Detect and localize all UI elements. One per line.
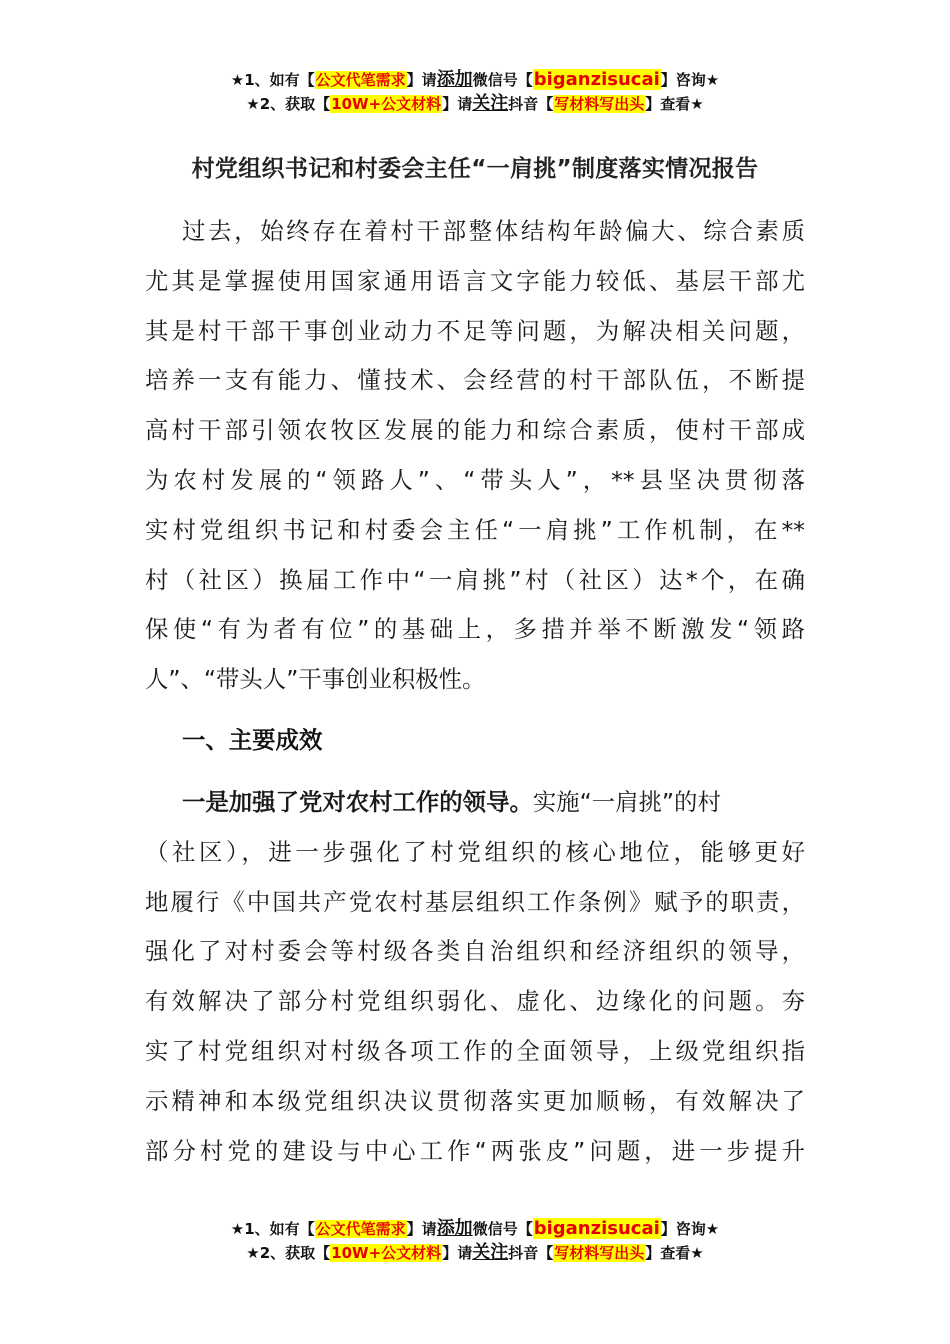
text-line: 培养一支有能力、懂技术、会经营的村干部队伍，不断提: [145, 366, 805, 395]
promo-text: ★1、如有【: [230, 1220, 315, 1238]
promo-text: 】请: [406, 71, 437, 89]
text-line: 人”、“带头人”干事创业积极性。: [145, 665, 486, 694]
text-line: （社区），进一步强化了村党组织的核心地位，能够更好: [145, 837, 805, 866]
promo-highlight: 公文代笔需求: [315, 71, 406, 89]
promo-highlight: 10W+公文材料: [331, 95, 442, 113]
text-line: 高村干部引领农牧区发展的能力和综合素质，使村干部成: [145, 416, 805, 445]
promo-emphasis: 添加: [436, 1218, 473, 1239]
promo-banner-bottom: [0, 1217, 950, 1265]
text-line: 其是村干部干事创业动力不足等问题，为解决相关问题，: [145, 316, 805, 345]
promo-text: 】查看★: [645, 95, 704, 113]
promo-banner-top: [0, 68, 950, 116]
promo-line-2: [0, 1241, 950, 1265]
promo-text: 抖音【: [508, 1244, 554, 1262]
paragraph-text: 实施“一肩挑”的村: [532, 788, 721, 816]
douyin-id-highlight: 写材料写出头: [554, 1244, 645, 1262]
promo-text: ★1、如有【: [230, 71, 315, 89]
promo-highlight: 公文代笔需求: [315, 1220, 406, 1238]
promo-line-1: [0, 68, 950, 92]
promo-text: 】咨询★: [660, 71, 720, 89]
promo-line-1: [0, 1217, 950, 1241]
promo-highlight: 10W+公文材料: [331, 1244, 442, 1262]
text-line: 有效解决了部分村党组织弱化、虚化、边缘化的问题。夯: [145, 987, 805, 1016]
text-line: 部分村党的建设与中心工作“两张皮”问题，进一步提升: [145, 1136, 805, 1165]
promo-text: ★2、获取【: [246, 1244, 331, 1262]
promo-text: 】请: [442, 1244, 473, 1262]
promo-text: 微信号【: [472, 1220, 533, 1238]
text-line: 村（社区）换届工作中“一肩挑”村（社区）达*个，在确: [145, 565, 805, 594]
text-line: 为农村发展的“领路人”、“带头人”，**县坚决贯彻落: [145, 465, 805, 494]
document-title: 村党组织书记和村委会主任“一肩挑”制度落实情况报告: [191, 156, 759, 182]
text-line: 保使“有为者有位”的基础上，多措并举不断激发“领路: [145, 615, 805, 644]
promo-emphasis: 添加: [436, 69, 473, 90]
text-line: 强化了对村委会等村级各类自治组织和经济组织的领导，: [145, 937, 805, 966]
promo-text: 抖音【: [508, 95, 554, 113]
promo-text: ★2、获取【: [246, 95, 331, 113]
promo-line-2: [0, 92, 950, 116]
paragraph-lead: 一是加强了党对农村工作的领导。: [182, 788, 533, 816]
text-line: 尤其是掌握使用国家通用语言文字能力较低、基层干部尤: [145, 266, 805, 295]
text-line: 地履行《中国共产党农村基层组织工作条例》赋予的职责，: [145, 887, 805, 916]
achievement-paragraph-1: [145, 778, 805, 1176]
text-line: 示精神和本级党组织决议贯彻落实更加顺畅，有效解决了: [145, 1086, 805, 1115]
section-heading: 一、主要成效: [182, 726, 323, 754]
promo-text: 】请: [442, 95, 473, 113]
promo-text: 】请: [406, 1220, 437, 1238]
promo-text: 微信号【: [472, 71, 533, 89]
douyin-id-highlight: 写材料写出头: [554, 95, 645, 113]
text-line: 实了村党组织对村级各项工作的全面领导，上级党组织指: [145, 1036, 805, 1065]
wechat-id-highlight: biganzisucai: [533, 69, 660, 90]
promo-text: 】查看★: [645, 1244, 704, 1262]
text-line: 实村党组织书记和村委会主任“一肩挑”工作机制，在**: [145, 515, 805, 544]
promo-emphasis: 关注: [472, 93, 509, 114]
intro-paragraph: [145, 207, 805, 705]
text-line: [145, 778, 805, 828]
text-line: 过去，始终存在着村干部整体结构年龄偏大、综合素质: [182, 217, 805, 245]
promo-text: 】咨询★: [660, 1220, 720, 1238]
promo-emphasis: 关注: [472, 1242, 509, 1263]
wechat-id-highlight: biganzisucai: [533, 1218, 660, 1239]
